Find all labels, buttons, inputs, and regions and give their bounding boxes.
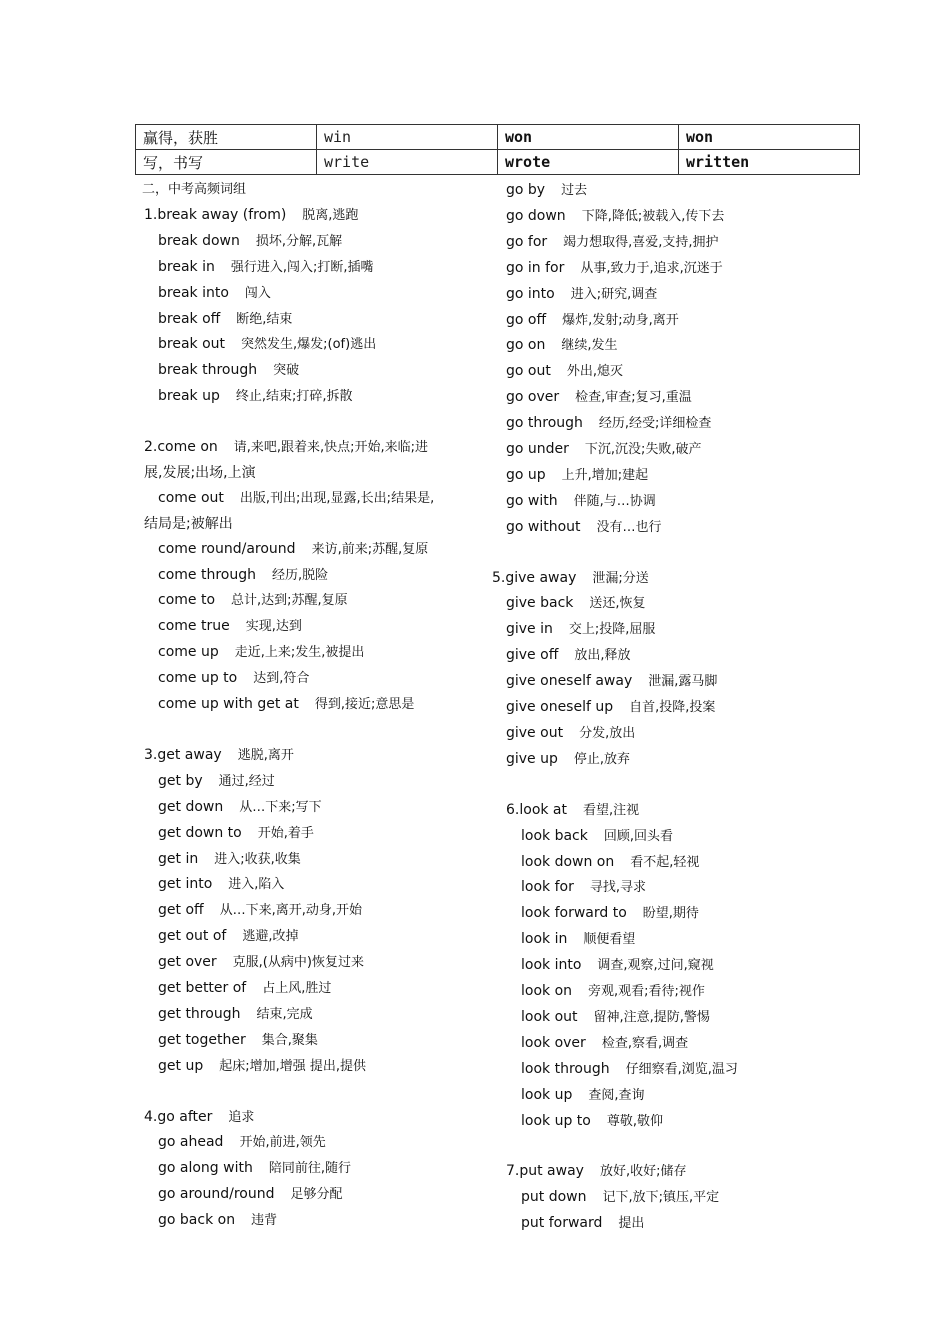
phrase-meaning: 占上风,胜过 xyxy=(262,981,332,997)
past-form-cell: won xyxy=(498,125,679,150)
phrase-entry xyxy=(492,385,792,411)
phrase-text: go out xyxy=(506,363,551,380)
phrase-meaning: 伴随,与…协调 xyxy=(573,493,656,509)
phrase-entry xyxy=(144,229,484,255)
phrase-meaning: 分发,放出 xyxy=(579,726,636,742)
phrase-entry xyxy=(144,950,484,976)
phrase-text: give oneself away xyxy=(506,673,633,690)
phrase-entry xyxy=(144,588,484,614)
phrase-entry xyxy=(144,666,484,692)
phrase-meaning-continued: 结局是;被解出 xyxy=(144,515,233,532)
phrase-entry xyxy=(144,924,484,950)
phrase-meaning: 看不起,轻视 xyxy=(630,854,700,870)
phrase-meaning: 损坏,分解,瓦解 xyxy=(255,233,343,249)
phrase-meaning: 仔细察看,浏览,温习 xyxy=(625,1061,738,1077)
phrase-text: give off xyxy=(506,647,559,664)
phrase-text: come up with get at xyxy=(158,696,299,713)
phrase-text: go with xyxy=(506,492,558,509)
phrase-entry xyxy=(492,798,792,824)
phrase-text: go by xyxy=(506,182,546,198)
phrase-text: get up xyxy=(158,1057,204,1074)
phrase-meaning: 断绝,结束 xyxy=(236,311,293,327)
phrase-meaning: 尊敬,敬仰 xyxy=(606,1113,663,1129)
phrase-meaning: 经历,脱险 xyxy=(271,567,329,583)
phrase-text: give up xyxy=(506,750,558,767)
phrase-text: look for xyxy=(521,879,574,896)
phrase-meaning: 结束,完成 xyxy=(256,1006,313,1022)
phrase-text: break down xyxy=(158,232,240,249)
phrase-entry xyxy=(144,1208,484,1234)
phrase-meaning: 留神,注意,提防,警惕 xyxy=(593,1009,710,1025)
phrase-text: go ahead xyxy=(158,1134,224,1151)
phrase-entry xyxy=(144,332,484,358)
phrase-entry xyxy=(492,901,792,927)
phrase-entry xyxy=(144,1130,484,1156)
phrase-entry xyxy=(144,1002,484,1028)
meaning-cell: 赢得，获胜 xyxy=(136,125,317,150)
phrase-text: go under xyxy=(506,441,569,458)
phrase-meaning: 逃避,改掉 xyxy=(242,929,299,945)
meaning-cell: 写，书写 xyxy=(136,150,317,175)
phrase-meaning: 看望,注视 xyxy=(583,802,640,818)
phrase-meaning: 突然发生,爆发;(of)逃出 xyxy=(241,337,377,353)
phrase-meaning: 检查,审查;复习,重温 xyxy=(575,390,692,406)
section-title: 二，中考高频词组 xyxy=(142,182,247,197)
phrase-entry xyxy=(144,1182,484,1208)
phrase-text: come up xyxy=(158,644,219,661)
phrase-text: go without xyxy=(506,518,581,535)
phrase-entry xyxy=(492,489,792,515)
participle-cell: written xyxy=(679,150,860,175)
phrase-text: get in xyxy=(158,850,199,867)
phrase-text: get through xyxy=(158,1005,241,1022)
phrase-meaning: 送还,恢复 xyxy=(589,596,646,612)
phrase-entry xyxy=(492,591,792,617)
phrase-entry xyxy=(492,979,792,1005)
irregular-verb-table xyxy=(135,124,860,175)
phrase-entry xyxy=(144,1156,484,1182)
phrase-meaning: 从…下来;写下 xyxy=(239,799,322,815)
phrase-text: look up to xyxy=(521,1112,591,1129)
phrase-text: look through xyxy=(521,1060,610,1077)
phrase-entry xyxy=(144,203,484,229)
phrase-meaning: 强行进入,闯入;打断,插嘴 xyxy=(230,259,374,275)
phrase-entry xyxy=(492,721,792,747)
phrase-meaning: 竭力想取得,喜爱,支持,拥护 xyxy=(563,234,719,250)
phrase-entry xyxy=(144,1028,484,1054)
phrase-text: 7.put away xyxy=(506,1163,584,1180)
phrase-text: break into xyxy=(158,284,229,301)
phrase-entry xyxy=(144,435,484,461)
phrase-meaning: 从事,致力于,追求,沉迷于 xyxy=(580,260,723,276)
phrase-text: look forward to xyxy=(521,905,627,922)
phrase-entry xyxy=(492,1159,792,1185)
phrase-meaning: 放好,收好;储存 xyxy=(599,1164,687,1180)
phrase-meaning: 记下,放下;镇压,平定 xyxy=(602,1190,720,1206)
phrase-meaning: 通过,经过 xyxy=(218,773,275,789)
phrase-meaning: 得到,接近;意思是 xyxy=(314,697,415,713)
base-form-cell: write xyxy=(317,150,498,175)
phrase-entry xyxy=(492,1211,792,1237)
phrase-meaning-continued: 展,发展;出场,上演 xyxy=(144,464,256,481)
phrase-entry xyxy=(144,821,484,847)
phrase-entry xyxy=(492,953,792,979)
phrase-meaning: 上升,增加;建起 xyxy=(561,467,649,483)
phrase-text: go through xyxy=(506,415,583,432)
phrase-entry xyxy=(492,308,792,334)
phrase-meaning: 闯入 xyxy=(244,285,271,301)
phrase-entry xyxy=(492,927,792,953)
phrase-entry xyxy=(144,537,484,563)
phrase-text: get out of xyxy=(158,928,227,945)
phrase-entry xyxy=(144,307,484,333)
phrase-meaning: 总计,达到;苏醒,复原 xyxy=(231,593,348,609)
phrase-meaning: 回顾,回头看 xyxy=(603,828,673,844)
phrase-text: give in xyxy=(506,621,553,638)
phrase-text: go back on xyxy=(158,1212,236,1229)
phrase-entry xyxy=(492,695,792,721)
phrase-meaning: 脱离,逃跑 xyxy=(302,207,359,223)
phrase-entry xyxy=(144,692,484,718)
phrase-meaning: 没有…也行 xyxy=(596,519,662,535)
phrase-text: 2.come on xyxy=(144,439,218,456)
phrase-text: look out xyxy=(521,1008,578,1025)
phrase-entry xyxy=(492,463,792,489)
phrase-meaning: 开始,着手 xyxy=(257,825,314,841)
phrase-entry xyxy=(144,563,484,589)
phrase-text: go on xyxy=(506,337,546,354)
phrase-text: look into xyxy=(521,957,582,974)
phrase-entry xyxy=(492,256,792,282)
phrase-entry xyxy=(144,358,484,384)
phrase-text: 5.give away xyxy=(492,569,577,586)
phrase-text: go along with xyxy=(158,1160,253,1177)
phrase-text: get better of xyxy=(158,980,247,997)
phrase-text: put forward xyxy=(521,1215,603,1232)
phrase-meaning: 调查,观察,过问,窥视 xyxy=(597,958,714,974)
phrase-meaning: 寻找,寻求 xyxy=(589,880,646,896)
phrase-text: get off xyxy=(158,902,204,919)
phrase-entry xyxy=(144,614,484,640)
phrase-meaning: 查阅,查询 xyxy=(588,1087,645,1103)
phrase-meaning: 进入;收获,收集 xyxy=(214,851,301,867)
phrase-entry xyxy=(492,1057,792,1083)
phrase-text: break in xyxy=(158,258,215,275)
phrase-text: come out xyxy=(158,489,224,506)
phrase-entry xyxy=(144,898,484,924)
phrase-text: go up xyxy=(506,466,546,483)
phrase-meaning: 出版,刊出;出现,显露,长出;结果是, xyxy=(239,490,435,506)
phrase-text: go for xyxy=(506,233,548,250)
right-column xyxy=(492,178,792,1237)
phrase-text: go over xyxy=(506,389,560,406)
phrase-entry xyxy=(492,669,792,695)
phrase-text: come true xyxy=(158,618,230,635)
phrase-meaning: 泄漏;分送 xyxy=(592,570,649,586)
phrase-meaning: 旁观,观看;看待;视作 xyxy=(588,984,705,1000)
phrase-meaning: 走近,上来;发生,被提出 xyxy=(234,645,365,661)
phrase-text: get down to xyxy=(158,824,242,841)
phrase-text: go around/round xyxy=(158,1186,275,1203)
phrase-entry xyxy=(492,1109,792,1135)
phrase-entry xyxy=(144,769,484,795)
phrase-text: get by xyxy=(158,772,203,789)
phrase-meaning: 陪同前往,随行 xyxy=(268,1161,351,1177)
phrase-entry xyxy=(144,281,484,307)
phrase-entry xyxy=(144,872,484,898)
phrase-text: break through xyxy=(158,362,258,379)
phrase-meaning: 盼望,期待 xyxy=(642,906,699,922)
phrase-meaning: 实现,达到 xyxy=(245,619,302,635)
phrase-text: get together xyxy=(158,1031,246,1048)
phrase-text: come round/around xyxy=(158,540,296,557)
phrase-meaning: 开始,前进,领先 xyxy=(239,1135,326,1151)
phrase-text: give back xyxy=(506,595,574,612)
phrase-entry xyxy=(492,230,792,256)
phrase-text: 4.go after xyxy=(144,1108,213,1125)
phrase-entry xyxy=(492,437,792,463)
phrase-meaning: 停止,放弃 xyxy=(573,751,631,767)
phrase-text: get into xyxy=(158,876,213,893)
phrase-entry xyxy=(144,976,484,1002)
phrase-entry xyxy=(492,204,792,230)
phrase-entry xyxy=(492,282,792,308)
phrase-entry xyxy=(492,617,792,643)
phrase-text: look over xyxy=(521,1034,586,1051)
table-row xyxy=(136,150,860,175)
phrase-meaning: 终止,结束;打碎,拆散 xyxy=(235,389,353,405)
phrase-entry xyxy=(492,850,792,876)
phrase-entry xyxy=(492,178,792,204)
phrase-text: give out xyxy=(506,725,564,742)
phrase-entry xyxy=(492,411,792,437)
phrase-meaning: 突破 xyxy=(273,363,300,379)
phrase-meaning: 外出,熄灭 xyxy=(566,364,623,380)
phrase-meaning: 交上;投降,屈服 xyxy=(568,622,656,638)
phrase-text: go in for xyxy=(506,259,565,276)
phrase-text: go down xyxy=(506,207,566,224)
participle-cell: won xyxy=(679,125,860,150)
phrase-meaning: 克服,(从病中)恢复过来 xyxy=(232,955,364,971)
phrase-text: look back xyxy=(521,827,588,844)
phrase-meaning: 继续,发生 xyxy=(561,338,618,354)
phrase-entry xyxy=(144,1105,484,1131)
left-column xyxy=(144,178,484,1234)
phrase-meaning: 进入;研究,调查 xyxy=(570,286,658,302)
phrase-text: go into xyxy=(506,285,555,302)
phrase-text: give oneself up xyxy=(506,699,614,716)
phrase-entry xyxy=(492,566,792,592)
phrase-text: come up to xyxy=(158,670,238,687)
phrase-meaning: 经历,经受;详细检查 xyxy=(598,416,712,432)
phrase-entry xyxy=(144,384,484,410)
phrase-meaning: 达到,符合 xyxy=(253,671,310,687)
phrase-meaning: 从…下来,离开,动身,开始 xyxy=(219,903,363,919)
phrase-meaning: 下降,降低;被载入,传下去 xyxy=(581,208,725,224)
phrase-entry xyxy=(144,847,484,873)
phrase-entry xyxy=(492,1083,792,1109)
phrase-text: look in xyxy=(521,931,568,948)
phrase-meaning: 集合,聚集 xyxy=(261,1032,318,1048)
phrase-meaning: 起床;增加,增强 提出,提供 xyxy=(219,1058,366,1074)
phrase-text: 6.look at xyxy=(506,801,568,818)
phrase-entry xyxy=(144,486,484,512)
phrase-meaning: 下沉,沉没;失败,破产 xyxy=(584,442,702,458)
phrase-text: look down on xyxy=(521,853,615,870)
phrase-entry xyxy=(144,640,484,666)
phrase-text: go off xyxy=(506,311,547,328)
phrase-meaning: 自首,投降,投案 xyxy=(629,700,716,716)
phrase-text: get down xyxy=(158,798,224,815)
phrase-entry xyxy=(144,255,484,281)
phrase-entry xyxy=(492,875,792,901)
phrase-entry xyxy=(144,1054,484,1080)
phrase-entry xyxy=(492,1185,792,1211)
phrase-meaning: 足够分配 xyxy=(290,1187,343,1203)
phrase-entry xyxy=(492,747,792,773)
phrase-meaning: 过去 xyxy=(561,183,588,198)
phrase-text: get over xyxy=(158,954,217,971)
phrase-entry xyxy=(492,1031,792,1057)
phrase-text: look on xyxy=(521,983,573,1000)
phrase-entry xyxy=(144,795,484,821)
phrase-meaning: 放出,释放 xyxy=(574,648,631,664)
phrase-meaning: 违背 xyxy=(251,1213,278,1229)
phrase-text: break off xyxy=(158,310,221,327)
phrase-text: break out xyxy=(158,336,226,353)
phrase-text: put down xyxy=(521,1189,587,1206)
table-row xyxy=(136,125,860,150)
phrase-entry xyxy=(144,743,484,769)
phrase-text: 3.get away xyxy=(144,746,222,763)
phrase-entry xyxy=(492,1005,792,1031)
phrase-meaning: 爆炸,发射;动身,离开 xyxy=(562,312,679,328)
phrase-meaning: 提出 xyxy=(618,1216,645,1232)
phrase-text: come through xyxy=(158,566,256,583)
phrase-text: break up xyxy=(158,388,220,405)
phrase-text: come to xyxy=(158,592,216,609)
phrase-text: look up xyxy=(521,1086,573,1103)
phrase-entry xyxy=(492,333,792,359)
phrase-meaning: 来访,前来;苏醒,复原 xyxy=(311,541,429,557)
phrase-text: 1.break away (from) xyxy=(144,206,287,223)
phrase-meaning: 进入,陷入 xyxy=(228,877,285,893)
phrase-entry xyxy=(492,515,792,541)
phrase-entry xyxy=(492,824,792,850)
phrase-meaning: 逃脱,离开 xyxy=(237,747,294,763)
phrase-entry xyxy=(492,359,792,385)
phrase-meaning: 追求 xyxy=(228,1109,255,1125)
base-form-cell: win xyxy=(317,125,498,150)
phrase-meaning: 顺便看望 xyxy=(583,932,636,948)
phrase-meaning: 检查,察看,调查 xyxy=(601,1035,689,1051)
phrase-meaning: 请,来吧,跟着来,快点;开始,来临;进 xyxy=(233,440,429,456)
past-form-cell: wrote xyxy=(498,150,679,175)
phrase-entry xyxy=(492,643,792,669)
phrase-meaning: 泄漏,露马脚 xyxy=(648,674,718,690)
